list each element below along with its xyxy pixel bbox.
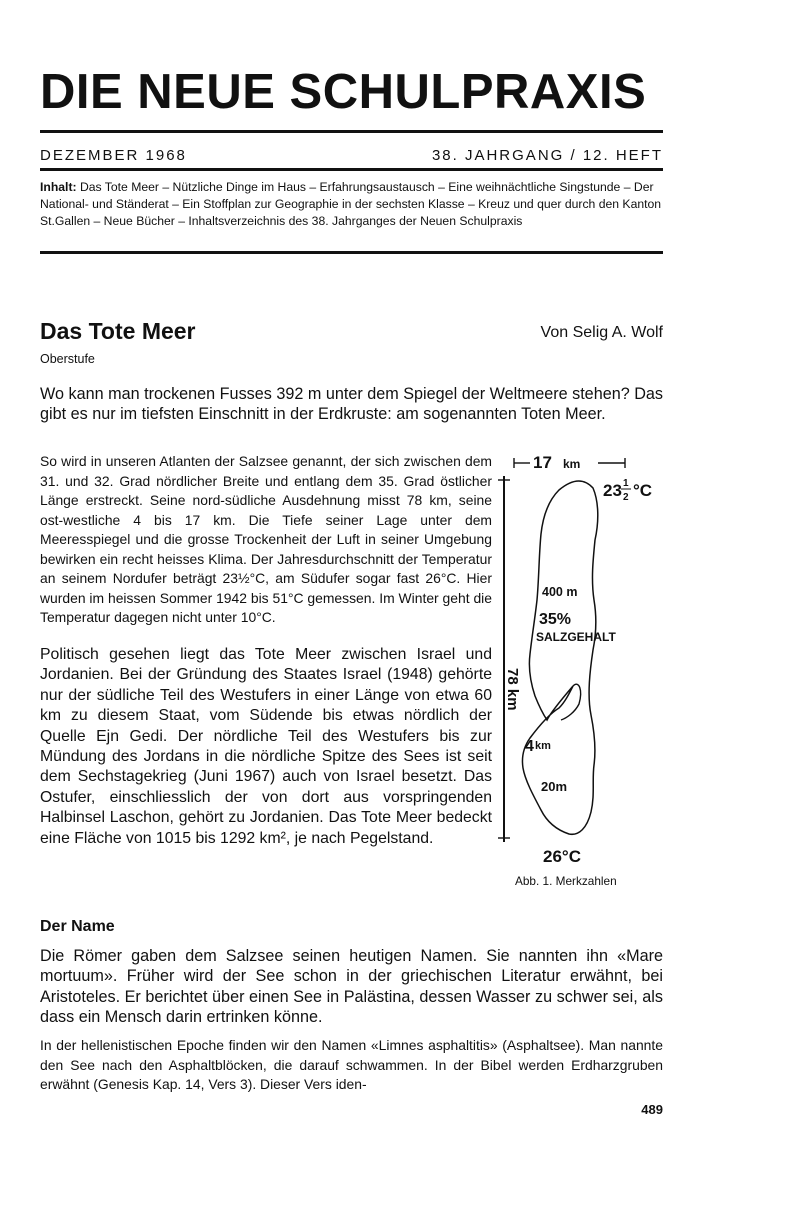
- masthead-rule-middle: [40, 168, 663, 171]
- article-title: Das Tote Meer: [40, 318, 196, 344]
- page-number: 489: [641, 1102, 663, 1117]
- paragraph-geography: So wird in unseren Atlanten der Salzsee genannt, der sich zwischen dem 31. und 32. Grad nördlicher Breite und entlang dem 35. Grad östlicher Länge erstreckt. Seine nord-südliche Ausdehnung misst 78 km, seine ost-westliche 4 bis 17 km. Die Tiefe seiner Lage unter dem Meeresspiegel und die grosse Trockenheit der Luft in seiner Umgebung bewirken ein recht heisses Klima. Der Jahresdurchschnitt der Temperatur an seinem Nordufer beträgt 23½°C, am Südufer sogar fast 26°C. Hier wurden im heissen Sommer 1942 bis 51°C gemessen. Im Winter geht die Temperatur dagegen nicht unter 10°C.: [40, 453, 492, 625]
- north-temp-denominator: 2: [623, 492, 629, 503]
- article-author: Von Selig A. Wolf: [540, 324, 663, 341]
- article-level: Oberstufe: [40, 352, 95, 366]
- masthead-rule-bottom: [40, 251, 663, 254]
- figure-caption: Abb. 1. Merkzahlen: [515, 874, 617, 888]
- salt-percent-label: 35%: [539, 611, 572, 628]
- depth-north-label: 400 m: [542, 585, 578, 599]
- north-temp-whole: 23: [603, 481, 622, 500]
- table-of-contents: [40, 179, 663, 230]
- contents-text: Das Tote Meer – Nützliche Dinge im Haus – Erfahrungsaustausch – Eine weihnächtliche Singstunde – Der National- und Ständerat – Ein Stoffplan zur Geographie in der sechsten Klasse – Kreuz und quer durch den Kanton St.Gallen – Neue Bücher – Inhaltsverzeichnis des 38. Jahrganges der Neuen Schulpraxis: [40, 180, 662, 228]
- masthead-rule-top: [40, 130, 663, 133]
- width-label-number: 17: [533, 453, 552, 472]
- dead-sea-figure: [495, 450, 655, 872]
- issue-line: [40, 147, 663, 164]
- north-temp-numerator: 1: [623, 478, 629, 489]
- issue-date: DEZEMBER 1968: [40, 147, 187, 164]
- width-label-unit: km: [563, 457, 581, 471]
- south-temp-label: 26°C: [543, 847, 581, 866]
- length-label: 78 km: [504, 668, 521, 711]
- paragraph-hellenistic: In der hellenistischen Epoche finden wir den Namen «Limnes asphaltitis» (Asphaltsee). Man nannte den See nach den Asphaltblöcken, die darauf schwammen. In der Bibel werden Erdharzgruben erwähnt (Genesis Kap. 14, Vers 3). Dieser Vers iden-: [40, 1037, 663, 1092]
- depth-south-label: 20m: [541, 779, 568, 794]
- narrow-label-unit: km: [535, 740, 551, 752]
- north-temp-unit: °C: [633, 481, 653, 500]
- paragraph-name-origin: Die Römer gaben dem Salzsee seinen heutigen Namen. Sie nannten ihn «Mare mortuum». Früher wird der See schon in der griechischen Literatur erwähnt, bei Aristoteles. Er berichtet über einen See in Palästina, dessen Wasser zu schwer sei, als dass ein Mensch darin ertrinken könne.: [40, 947, 663, 1027]
- lead-paragraph: Wo kann man trockenen Fusses 392 m unter dem Spiegel der Weltmeere stehen? Das gibt es nur im tiefsten Einschnitt in der Erdkruste: am sogenannten Toten Meer.: [40, 385, 663, 424]
- narrow-label-number: 4: [525, 738, 534, 755]
- issue-number: 38. JAHRGANG / 12. HEFT: [431, 147, 663, 164]
- section-title: Der Name: [40, 918, 115, 935]
- masthead-title: DIE NEUE SCHULPRAXIS: [40, 65, 647, 119]
- contents-label: Inhalt:: [40, 180, 77, 194]
- paragraph-politics: Politisch gesehen liegt das Tote Meer zwischen Israel und Jordanien. Bei der Gründung des Staates Israel (1948) gehörte nur der südliche Teil des Westufers in einer Länge von etwa 60 km zu diesem Staat, vom Südende bis etwas nördlich der Quelle Ejn Gedi. Der nördliche Teil des Westufers bis zur Mündung des Jordans in die nördliche Spitze des Sees ist seit dem Sechstagekrieg (Juni 1967) auch von Israel besetzt. Das Ostufer, einschliesslich der von dort aus vorspringenden Halbinsel Laschon, gehört zu Jordanien. Das Tote Meer bedeckt eine Fläche von 1015 bis 1292 km², je nach Pegelstand.: [40, 646, 492, 847]
- salt-label: SALZGEHALT: [536, 630, 616, 644]
